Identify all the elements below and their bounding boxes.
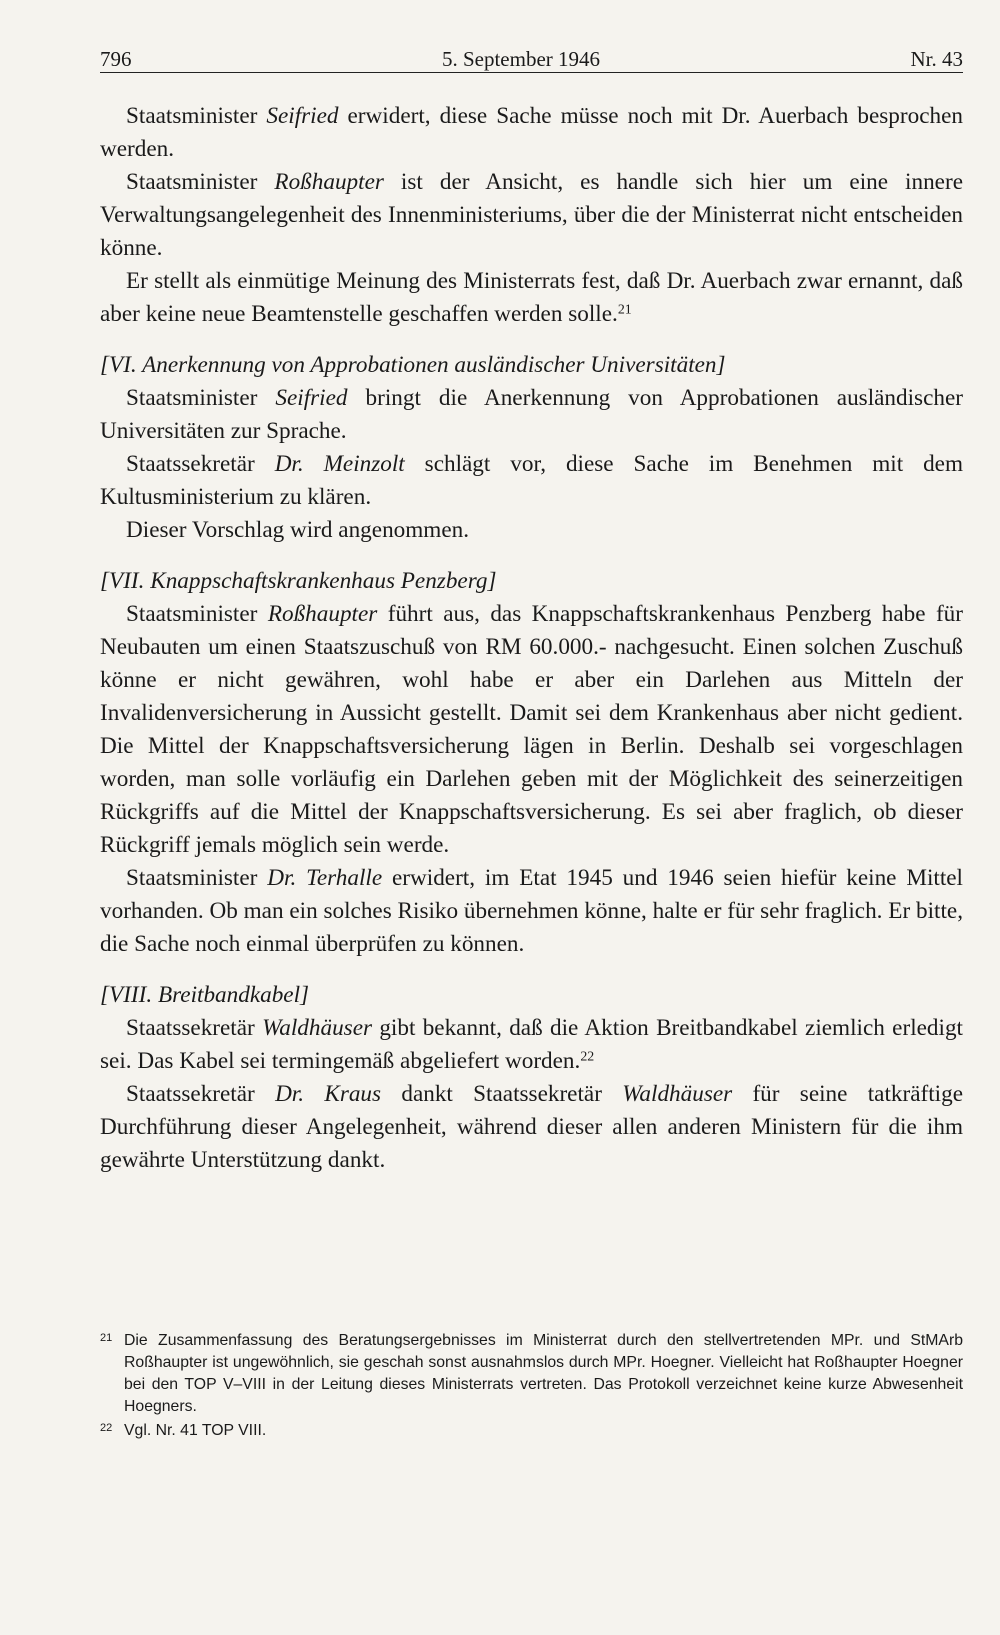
footnote-22 [100, 1420, 963, 1442]
paragraph [100, 598, 963, 862]
footnote-number: 21 [100, 1332, 113, 1344]
speaker-name: Dr. Meinzolt [274, 451, 405, 477]
header-rule [100, 72, 963, 73]
speaker-title: Staatssekretär [126, 1081, 276, 1107]
issue-number: Nr. 43 [910, 47, 963, 71]
paragraph-text: führt aus, das Knappschaftskrankenhaus Penzberg habe für Neubauten um einen Staatszuschuß von RM 60.000.- nachgesucht. Einen solchen Zuschuß könne er nicht gewähren, wohl habe er aber ein Darlehen aus Mitteln der Invalidenversicherung in Aussicht gestellt. Damit sei dem Krankenhaus aber nicht gedient. Die Mittel der Knappschaftsversicherung lägen in Berlin. Deshalb sei vorgeschlagen worden, man solle vorläufig ein Darlehen geben mit der Möglichkeit des seinerzeitigen Rückgriffs auf die Mittel der Knappschaftsversicherung. Es sei aber fraglich, ob dieser Rückgriff jemals möglich sein werde. [100, 601, 963, 858]
page-number: 796 [100, 47, 132, 71]
paragraph [100, 862, 963, 961]
speaker-title: Staatsminister [126, 865, 268, 891]
paragraph-text: bringt die Anerkennung von Approbationen ausländischer Universitäten zur Sprache. [100, 385, 963, 444]
speaker-title: Staatssekretär [126, 451, 275, 477]
speaker-name: Seifried [266, 103, 339, 129]
footnotes [100, 1330, 963, 1444]
section-heading-vii: [VII. Knappschaftskrankenhaus Penzberg] [100, 568, 497, 594]
speaker-name: Roßhaupter [267, 601, 378, 627]
paragraph [100, 1012, 963, 1078]
paragraph [100, 448, 963, 514]
paragraph [100, 382, 963, 448]
footnote-text: Vgl. Nr. 41 TOP VIII. [124, 1422, 267, 1439]
paragraph [100, 1078, 963, 1177]
paragraph-text: gibt bekannt, daß die Aktion Breitbandkabel ziemlich erledigt sei. Das Kabel sei termingemäß abgeliefert worden. [100, 1015, 963, 1074]
speaker-name: Roßhaupter [274, 169, 384, 195]
speaker-title: Staatssekretär [126, 1015, 263, 1041]
speaker-name: Dr. Kraus [275, 1081, 382, 1107]
speaker-title: Staatsminister [126, 385, 276, 411]
paragraph [100, 265, 963, 331]
paragraph: Dieser Vorschlag wird angenommen. [126, 517, 470, 543]
section-heading-vi: [VI. Anerkennung von Approbationen ausländischer Universitäten] [100, 352, 726, 378]
speaker-name: Dr. Terhalle [267, 865, 383, 891]
main-text [100, 100, 963, 1177]
paragraph [100, 100, 963, 166]
paragraph-text: für seine tatkräftige Durchführung dieser Angelegenheit, während dieser allen anderen Ministern für die ihm gewährte Unterstützung dankt. [100, 1081, 964, 1173]
paragraph-text: ist der Ansicht, es handle sich hier um eine innere Verwaltungsangelegenheit des Innenministeriums, über die der Ministerrat nicht entscheiden könne. [100, 169, 963, 261]
footnote-text: Die Zusammenfassung des Beratungsergebnisses im Ministerrat durch den stellvertretenden MPr. und StMArb Roßhaupter ist ungewöhnlich, sie geschah sonst ausnahmslos durch MPr. Hoegner. Vielleicht hat Roßhaupter Hoegner bei den TOP V–VIII in der Leitung dieses Ministerrats vertreten. Das Protokoll verzeichnet keine kurze Abwesenheit Hoegners. [124, 1332, 963, 1415]
speaker-name: Seifried [275, 385, 348, 411]
paragraph-text: erwidert, diese Sache müsse noch mit Dr. Auerbach besprochen werden. [100, 103, 963, 162]
paragraph-text: dankt Staatssekretär [381, 1081, 623, 1107]
speaker-title: Staatsminister [126, 601, 268, 627]
running-header [100, 38, 963, 72]
speaker-name: Waldhäuser [262, 1015, 373, 1041]
paragraph-text: erwidert, im Etat 1945 und 1946 seien hiefür keine Mittel vorhanden. Ob man ein solches Risiko übernehmen könne, halte er für sehr fraglich. Er bitte, die Sache noch einmal überprüfen zu können. [100, 865, 964, 957]
speaker-title: Staatsminister [126, 169, 275, 195]
speaker-name: Waldhäuser [622, 1081, 733, 1107]
footnote-21 [100, 1330, 963, 1418]
paragraph-text: schlägt vor, diese Sache im Benehmen mit dem Kultusministerium zu klären. [100, 451, 964, 510]
header-date: 5. September 1946 [441, 47, 601, 71]
footnote-number: 22 [100, 1422, 113, 1434]
speaker-title: Staatsminister [126, 103, 267, 129]
section-heading-viii: [VIII. Breitbandkabel] [100, 982, 310, 1008]
paragraph [100, 166, 963, 265]
footnote-ref[interactable]: 22 [580, 1049, 595, 1065]
paragraph-text: Er stellt als einmütige Meinung des Ministerrats fest, daß Dr. Auerbach zwar ernannt, daß aber keine neue Beamtenstelle geschaffen werden solle. [100, 268, 963, 327]
footnote-ref[interactable]: 21 [617, 302, 632, 318]
